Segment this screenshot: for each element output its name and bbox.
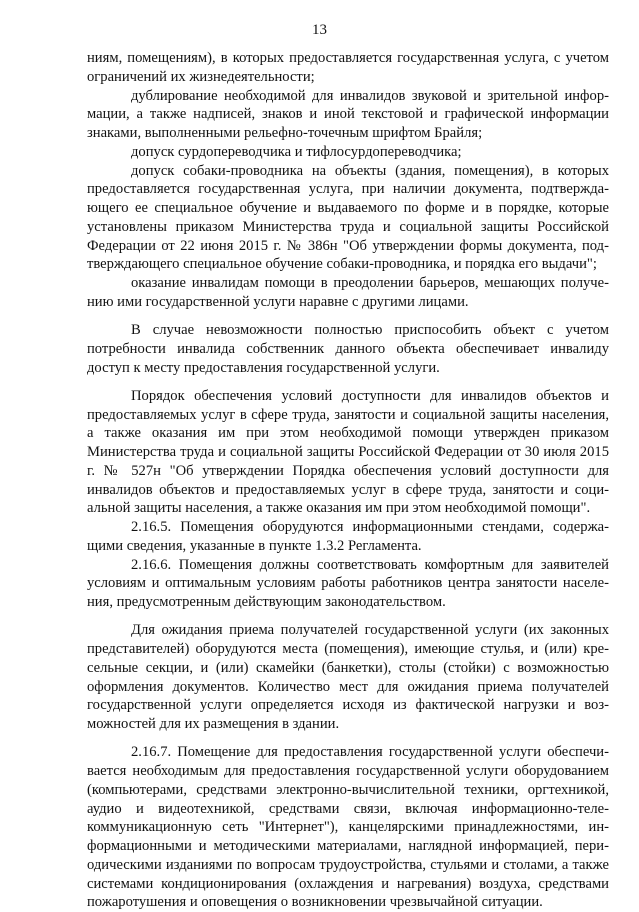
paragraph-guide-dog: допуск собаки-проводника на объекты (здания, помещения), в которых предоставляется государственная услуга, при наличии документа, подтверждающего ее специальное обучение и выдаваемого по форме и в порядке, которые установлены приказом Министерства труда и социальной защиты Российской Федерации от 22 июня 2015 г. № 386н "Об утверждении формы документа, подтверждающего специальное обучение собаки-проводника, и порядка его выдачи";	[87, 162, 609, 273]
paragraph-accessibility-order: Порядок обеспечения условий доступности для инвалидов объектов и предоставляемых услуг в сфере труда, занятости и социальной защиты населения, а также оказания им при этом необходимой помощи утвержден приказом Министерства труда и социальной защиты Российской Федерации от 30 июля 2015 г. № 527н "Об утверждении Порядка обеспечения условий доступности для инвалидов объектов и предоставляемых услуг в сфере труда, занятости и социальной защиты населения, а также оказания им при этом необходимой помощи".	[87, 387, 609, 517]
paragraph-barrier-assistance: оказание инвалидам помощи в преодолении барьеров, мешающих получению ими государственной услуги наравне с другими лицами.	[87, 275, 609, 310]
page-number: 13	[312, 22, 327, 38]
paragraph-access-provision: В случае невозможности полностью приспособить объект с учетом потребности инвалида собственник данного объекта обеспечивает инвалиду доступ к месту предоставления государственной услуги.	[87, 322, 609, 376]
paragraph-2-16-6: 2.16.6. Помещения должны соответствовать комфортным для заявителей условиям и оптимальным условиям работы работников центра занятости населения, предусмотренным действующим законодательством.	[87, 556, 609, 610]
document-body	[87, 49, 609, 912]
paragraph-sign-interpreter: допуск сурдопереводчика и тифлосурдопереводчика;	[131, 143, 462, 160]
paragraph-continuation: ниям, помещениям), в которых предоставляется государственная услуга, с учетом ограничений их жизнедеятельности;	[87, 50, 609, 85]
paragraph-waiting-places: Для ожидания приема получателей государственной услуги (их законных представителей) оборудуются места (помещения), имеющие стулья, и (или) кресельные секции, и (или) скамейки (банкетки), столы (стойки) с возможностью оформления документов. Количество мест для ожидания приема получателей государственной услуги определяется исходя из фактической нагрузки и возможностей для их размещения в здании.	[87, 622, 609, 732]
paragraph-braille-duplication: дублирование необходимой для инвалидов звуковой и зрительной информации, а также надписей, знаков и иной текстовой и графической информации знаками, выполненными рельефно-точечным шрифтом Брайля;	[87, 87, 609, 141]
paragraph-2-16-5: 2.16.5. Помещения оборудуются информационными стендами, содержащими сведения, указанные в пункте 1.3.2 Регламента.	[87, 519, 609, 554]
paragraph-2-16-7: 2.16.7. Помещение для предоставления государственной услуги обеспечивается необходимым для предоставления государственной услуги оборудованием (компьютерами, средствами электронно-вычислительной техники, оргтехникой, аудио и видеотехникой, средствами связи, включая информационно-телекоммуникационную сеть "Интернет"), канцелярскими принадлежностями, информационными и методическими материалами, наглядной информацией, периодическими изданиями по вопросам трудоустройства, стульями и столами, а также системами кондиционирования (охлаждения и нагревания) воздуха, средствами пожаротушения и оповещения о возникновении чрезвычайной ситуации.	[87, 744, 609, 911]
